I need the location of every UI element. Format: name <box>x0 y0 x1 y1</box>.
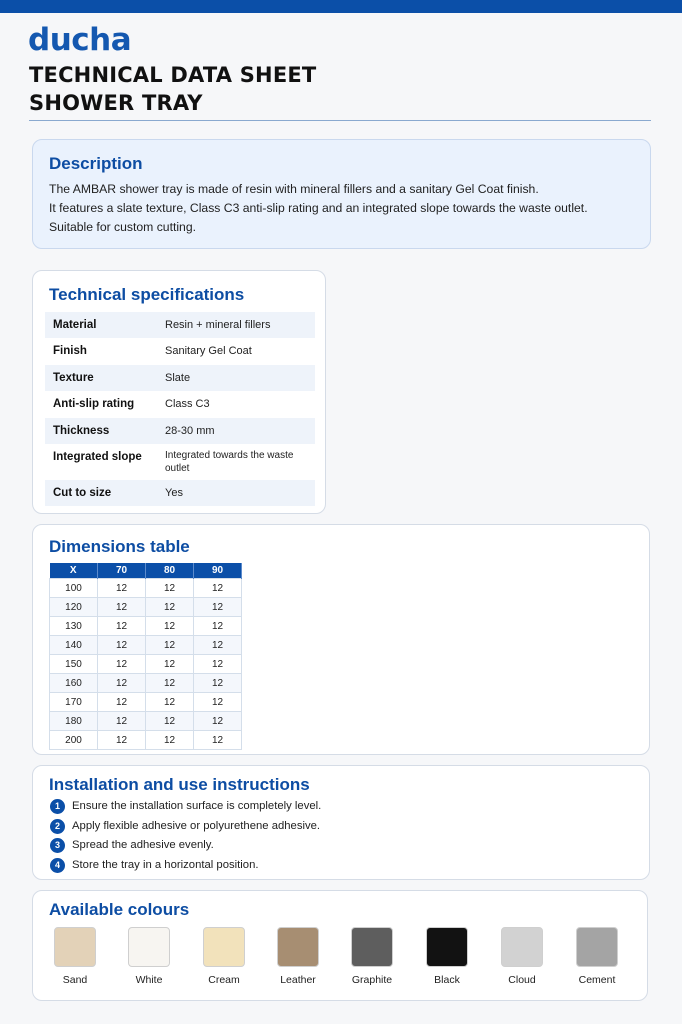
colour-swatch <box>426 927 468 967</box>
table-cell: 12 <box>98 579 146 598</box>
spec-key: Anti-slip rating <box>53 398 135 410</box>
spec-key: Integrated slope <box>53 451 142 463</box>
column-header: 80 <box>146 563 194 579</box>
colours-card <box>32 890 648 1001</box>
table-cell: 12 <box>194 579 242 598</box>
colour-swatch <box>203 927 245 967</box>
colour-swatch <box>351 927 393 967</box>
description-line: It features a slate texture, Class C3 anti-slip rating and an integrated slope towards the waste outlet. <box>49 201 588 215</box>
colour-swatch <box>576 927 618 967</box>
table-cell: 12 <box>98 636 146 655</box>
description-line: Suitable for custom cutting. <box>49 220 196 234</box>
table-cell: 12 <box>146 674 194 693</box>
table-cell: 12 <box>194 674 242 693</box>
table-cell: 12 <box>194 598 242 617</box>
table-cell: 120 <box>50 598 98 617</box>
colour-option <box>119 927 179 987</box>
step-number-badge: 3 <box>50 838 65 853</box>
dimensions-header-row <box>50 563 242 579</box>
column-header: X <box>50 563 98 579</box>
table-row <box>50 655 242 674</box>
table-cell: 12 <box>194 731 242 750</box>
step-text: Apply flexible adhesive or polyurethene adhesive. <box>72 820 321 832</box>
specs-title: Technical specifications <box>49 285 245 304</box>
header-divider <box>29 120 651 121</box>
table-cell: 180 <box>50 712 98 731</box>
table-cell: 12 <box>146 693 194 712</box>
dimensions-table <box>49 563 242 750</box>
brand-logo: ducha <box>28 22 132 58</box>
table-cell: 12 <box>194 617 242 636</box>
table-cell: 170 <box>50 693 98 712</box>
table-cell: 12 <box>98 655 146 674</box>
technical-specs-card <box>32 270 326 514</box>
step-text: Ensure the installation surface is completely level. <box>72 800 322 812</box>
spec-row <box>45 338 315 364</box>
table-row <box>50 636 242 655</box>
table-cell: 12 <box>194 693 242 712</box>
table-cell: 12 <box>98 712 146 731</box>
spec-key: Material <box>53 319 97 331</box>
colour-option <box>45 927 105 987</box>
table-row <box>50 693 242 712</box>
spec-row <box>45 444 315 478</box>
page-title-line1: TECHNICAL DATA SHEET <box>29 63 317 87</box>
spec-value: 28-30 mm <box>165 425 215 437</box>
page-title-line2: SHOWER TRAY <box>29 91 203 115</box>
colour-option <box>417 927 477 987</box>
spec-value: Resin + mineral fillers <box>165 319 271 331</box>
table-cell: 100 <box>50 579 98 598</box>
table-cell: 160 <box>50 674 98 693</box>
colour-swatch <box>54 927 96 967</box>
spec-key: Cut to size <box>53 487 112 499</box>
column-header: 90 <box>194 563 242 579</box>
colour-option <box>268 927 328 987</box>
step-number-badge: 1 <box>50 799 65 814</box>
step-text: Spread the adhesive evenly. <box>72 839 214 851</box>
colour-label: Cream <box>208 974 240 986</box>
colour-option <box>567 927 627 987</box>
step-number-badge: 4 <box>50 858 65 873</box>
table-cell: 12 <box>194 655 242 674</box>
spec-value: Class C3 <box>165 398 210 410</box>
table-cell: 12 <box>146 617 194 636</box>
spec-row <box>45 480 315 506</box>
spec-row <box>45 391 315 417</box>
colour-option <box>194 927 254 987</box>
table-cell: 12 <box>98 731 146 750</box>
spec-value: Integrated towards the waste outlet <box>165 450 294 474</box>
colour-swatch <box>501 927 543 967</box>
table-cell: 12 <box>146 579 194 598</box>
colour-option <box>492 927 552 987</box>
step-number-badge: 2 <box>50 819 65 834</box>
table-cell: 12 <box>194 712 242 731</box>
description-title: Description <box>49 154 143 173</box>
table-row <box>50 617 242 636</box>
dimensions-card <box>32 524 650 755</box>
instructions-title: Installation and use instructions <box>49 775 310 794</box>
table-cell: 12 <box>98 674 146 693</box>
colour-label: Cement <box>578 974 616 986</box>
spec-value: Slate <box>165 372 191 384</box>
table-cell: 12 <box>146 598 194 617</box>
spec-value: Yes <box>165 487 183 499</box>
colour-swatch <box>128 927 170 967</box>
table-cell: 12 <box>98 693 146 712</box>
spec-value: Sanitary Gel Coat <box>165 345 252 357</box>
colours-title: Available colours <box>49 900 190 919</box>
table-cell: 12 <box>98 598 146 617</box>
table-cell: 150 <box>50 655 98 674</box>
table-cell: 12 <box>194 636 242 655</box>
dimensions-title: Dimensions table <box>49 537 190 556</box>
spec-key: Thickness <box>53 425 110 437</box>
spec-row <box>45 365 315 391</box>
colour-label: Graphite <box>351 974 393 986</box>
table-cell: 12 <box>146 636 194 655</box>
description-line: The AMBAR shower tray is made of resin with mineral fillers and a sanitary Gel Coat finish. <box>49 182 539 196</box>
colour-option <box>342 927 402 987</box>
table-cell: 12 <box>98 617 146 636</box>
description-card <box>32 139 651 249</box>
column-header: 70 <box>98 563 146 579</box>
table-row <box>50 579 242 598</box>
table-cell: 130 <box>50 617 98 636</box>
table-cell: 140 <box>50 636 98 655</box>
table-row <box>50 674 242 693</box>
spec-row <box>45 312 315 338</box>
colour-label: White <box>135 974 163 986</box>
spec-key: Finish <box>53 345 87 357</box>
table-cell: 12 <box>146 655 194 674</box>
table-cell: 200 <box>50 731 98 750</box>
table-row <box>50 712 242 731</box>
colour-label: Sand <box>62 974 88 986</box>
table-cell: 12 <box>146 712 194 731</box>
spec-row <box>45 418 315 444</box>
colour-label: Cloud <box>508 974 536 986</box>
table-row <box>50 598 242 617</box>
table-cell: 12 <box>146 731 194 750</box>
colour-label: Leather <box>280 974 316 986</box>
colour-label: Black <box>434 974 460 986</box>
installation-card <box>32 765 650 880</box>
top-accent-bar <box>0 0 682 13</box>
spec-key: Texture <box>53 372 94 384</box>
colour-swatch <box>277 927 319 967</box>
table-row <box>50 731 242 750</box>
step-text: Store the tray in a horizontal position. <box>72 859 259 871</box>
